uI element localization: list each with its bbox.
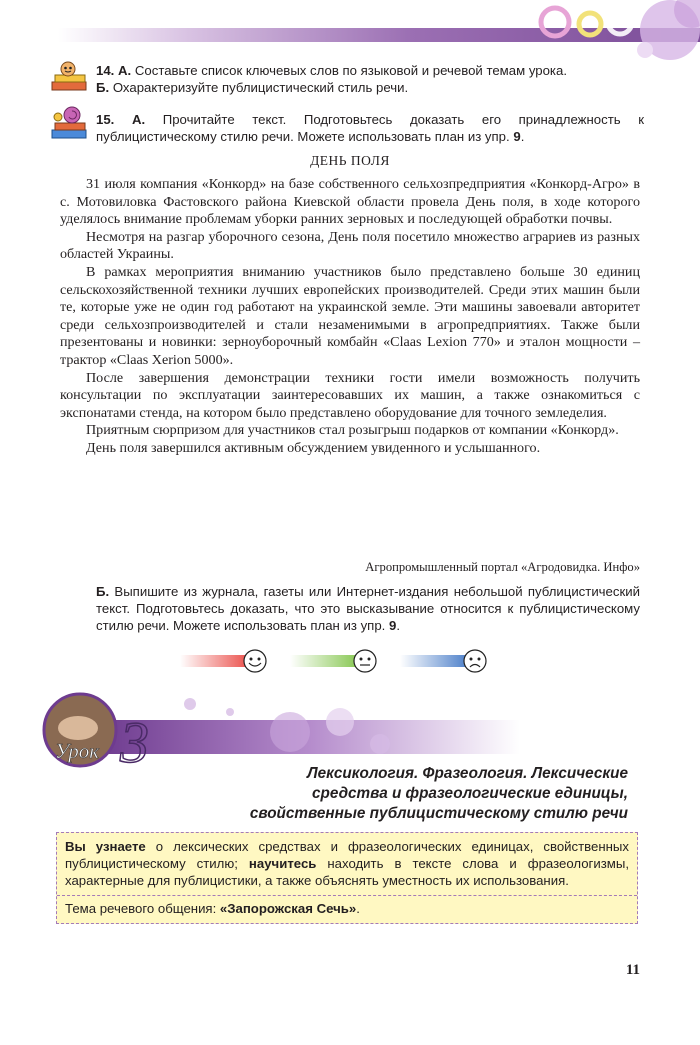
communication-topic: Тема речевого общения: «Запорожская Сечь».: [65, 901, 360, 916]
article-source: Агропромышленный портал «Агродовидка. Инфо»: [365, 560, 640, 574]
book-stack-icon: [50, 60, 90, 96]
mood-faces-bar: [180, 648, 500, 674]
lesson-goals-box: [56, 832, 638, 924]
exercise-15-a: 15. А. Прочитайте текст. Подготовьтесь доказать его принадлежность к публицистическому стилю речи. Можете использовать план из упр. 9.: [96, 112, 644, 144]
article-paragraph: Несмотря на разгар уборочного сезона, День поля посетило множество аграриев из разных областей Украины.: [60, 228, 640, 263]
article-paragraph: В рамках мероприятия вниманию участников было представлено больше 30 единиц сельскохозяйственной техники лучших европейских производителей. Среди этих машин были те, которые уже не один год работают на украинской земле. Эти машины завоевали авторитет среди сельхозпроизводителей и стали незаменимыми в агропредприятиях. Также были презентованы и новинки: зерноуборочный комбайн «Claas Lexion 770» и эталон мощности – трактор «Claas Xerion 5000».: [60, 263, 640, 368]
neutral-face-icon: [354, 650, 376, 672]
exercise-15-b: Б. Выпишите из журнала, газеты или Интернет-издания небольшой публицистический текст. Подготовьтесь доказать, что это высказывание относится к публицистическому стилю речи. Можете использовать план из упр. 9.: [96, 584, 640, 633]
lesson-title: Лексикология. Фразеология. Лексические средства и фразеологические единицы, свойственные публицистическому стилю речи: [249, 765, 628, 822]
lesson-goals-text: Вы узнаете о лексических средствах и фразеологических единицах, свойственных публицистическому стилю; научитесь находить в тексте слова и фразеологизмы, характерные для публицистики, а также объяснять уместность их использования.: [65, 839, 629, 888]
article-title: ДЕНЬ ПОЛЯ: [310, 153, 390, 168]
article-paragraph: День поля завершился активным обсуждением увиденного и услышанного.: [86, 439, 541, 456]
article-paragraph: Приятным сюрпризом для участников стал розыгрыш подарков от компании «Конкорд».: [86, 422, 619, 439]
lesson-banner: [40, 692, 660, 772]
exercise-14-a: 14. А. Составьте список ключевых слов по языковой и речевой темам урока.: [96, 63, 567, 78]
decorative-circles: [520, 0, 700, 70]
page-number: 11: [625, 962, 640, 978]
snail-books-icon: [50, 106, 90, 142]
lesson-number: 3: [120, 710, 149, 772]
article-paragraph: 31 июля компания «Конкорд» на базе собственного сельхозпредприятия «Конкорд-Агро» в с. Мотовиловка Фастовского района Киевской области провела День поля, в ходе которого уделялось внимание проблемам уборки ранних зерновых и последующей обработки почвы.: [60, 176, 640, 228]
sad-face-icon: [464, 650, 486, 672]
happy-face-icon: [244, 650, 266, 672]
lesson-word: Урок: [55, 739, 100, 763]
article-paragraph: После завершения демонстрации техники гости имели возможность получить консультации по эксплуатации заинтересовавших их машин, а также ознакомиться с экспонатами стенда, на котором было представлено оборудование для точного земледелия.: [60, 369, 640, 421]
article-body: [60, 176, 640, 458]
exercise-14: [96, 62, 644, 96]
exercise-14-b: Б. Охарактеризуйте публицистический стиль речи.: [96, 80, 409, 95]
